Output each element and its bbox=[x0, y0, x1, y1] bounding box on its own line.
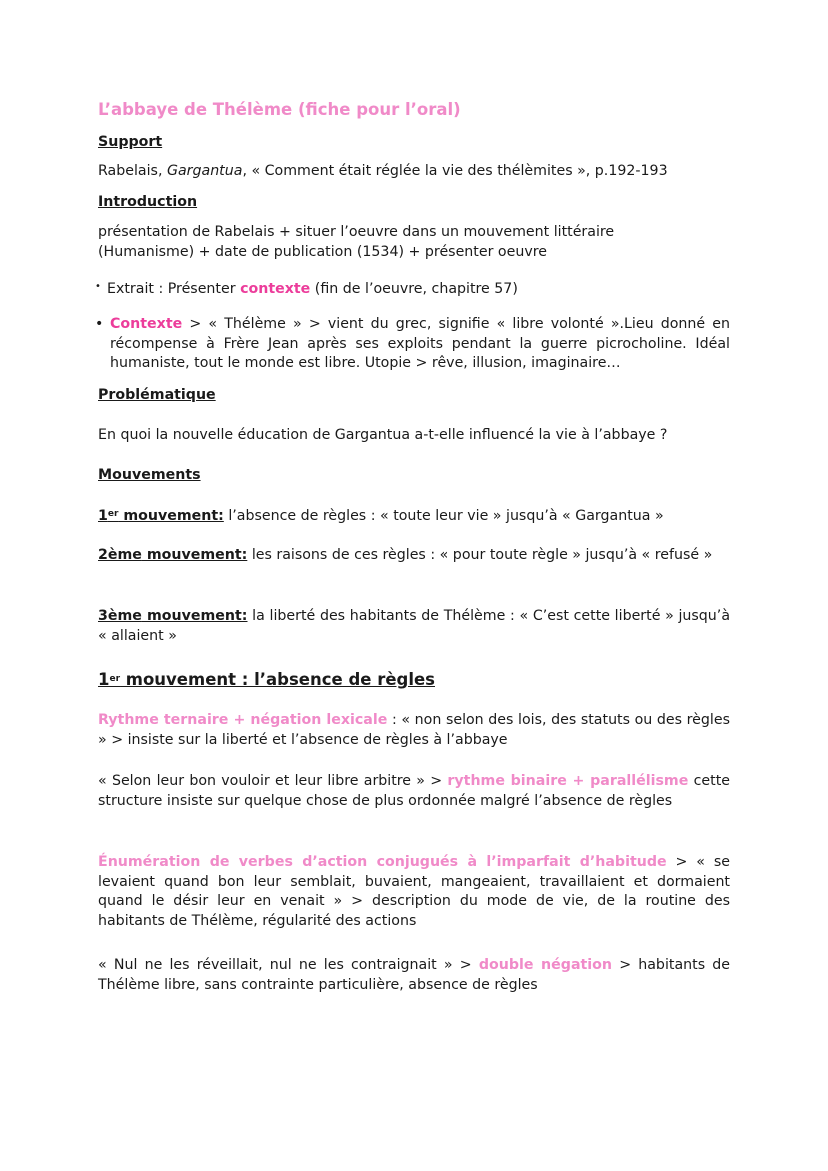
bullet-icon: • bbox=[95, 281, 101, 292]
support-heading: Support bbox=[98, 134, 163, 150]
section-label: mouvement : l’absence de règles bbox=[120, 670, 435, 689]
mouvement-text: la liberté des habitants de Thélème : « C’est cette liberté » jusqu’à « allaient » bbox=[98, 608, 731, 644]
mouvement-num: 2ème bbox=[98, 547, 142, 563]
analysis-paragraph bbox=[98, 956, 730, 995]
analysis-highlight: Énumération de verbes d’action conjugués à l’imparfait d’habitude bbox=[98, 854, 667, 870]
analysis-highlight: Rythme ternaire + négation lexicale bbox=[98, 712, 388, 728]
mouvement-label: mouvement: bbox=[141, 608, 248, 624]
mouvement-text: l’absence de règles : « toute leur vie » jusqu’à « Gargantua » bbox=[223, 508, 664, 524]
analysis-paragraph bbox=[98, 772, 730, 811]
mouvement-sup: er bbox=[107, 509, 119, 519]
bullet-icon: • bbox=[95, 316, 104, 332]
mouvement-item bbox=[98, 507, 730, 527]
extrait-item bbox=[95, 280, 730, 300]
contexte-highlight: Contexte bbox=[110, 316, 183, 332]
mouvement-num: 3ème bbox=[98, 608, 142, 624]
analysis-post: : « non selon des lois, des statuts ou des règles » > insiste sur la liberté et l’absence de règles à l’abbaye bbox=[98, 712, 730, 748]
section-num: 1 bbox=[98, 670, 110, 689]
analysis-highlight: double négation bbox=[478, 957, 613, 973]
problematique-heading: Problématique bbox=[98, 387, 216, 403]
problematique-text: En quoi la nouvelle éducation de Gargantua a-t-elle influencé la vie à l’abbaye ? bbox=[98, 427, 668, 443]
document-title: L’abbaye de Thélème (fiche pour l’oral) bbox=[98, 100, 461, 119]
mouvement-item bbox=[98, 607, 730, 646]
introduction-text: présentation de Rabelais + situer l’oeuvre dans un mouvement littéraire (Humanisme) + date de publication (1534) + présenter oeuvre bbox=[98, 224, 615, 260]
analysis-paragraph bbox=[98, 711, 730, 750]
mouvement-text: les raisons de ces règles : « pour toute règle » jusqu’à « refusé » bbox=[247, 547, 713, 563]
analysis-highlight: rythme binaire + parallélisme bbox=[447, 773, 689, 789]
mouvement-num: 1 bbox=[98, 508, 108, 524]
support-pre: Rabelais, bbox=[98, 163, 167, 179]
support-text bbox=[98, 162, 730, 182]
introduction-heading: Introduction bbox=[98, 194, 198, 210]
support-work: Gargantua bbox=[166, 163, 243, 179]
section-sup: er bbox=[109, 674, 121, 684]
contexte-text: > « Thélème » > vient du grec, signifie « libre volonté ».Lieu donné en récompense à Frère Jean après ses exploits pendant la guerre picrocholine. Idéal humaniste, tout le monde est libre. Utopie > rêve, illusion, imaginaire… bbox=[110, 316, 730, 371]
section-heading bbox=[98, 670, 730, 690]
analysis-post: cette structure insiste sur quelque chose de plus ordonnée malgré l’absence de règles bbox=[98, 773, 730, 809]
extrait-post: (fin de l’oeuvre, chapitre 57) bbox=[310, 281, 518, 297]
analysis-post: > habitants de Thélème libre, sans contrainte particulière, absence de règles bbox=[98, 957, 730, 993]
mouvement-item bbox=[98, 546, 730, 566]
analysis-post: > « se levaient quand bon leur semblait, buvaient, mangeaient, travaillaient et dormaient quand le désir leur en venait » > description du mode de vie, de la routine des habitants de Thélème, régularité des actions bbox=[98, 854, 731, 929]
analysis-paragraph bbox=[98, 853, 730, 931]
extrait-highlight: contexte bbox=[240, 281, 311, 297]
mouvement-label: mouvement: bbox=[118, 508, 224, 524]
mouvements-heading: Mouvements bbox=[98, 467, 201, 483]
extrait-pre: Extrait : Présenter bbox=[107, 281, 241, 297]
mouvement-label: mouvement: bbox=[141, 547, 248, 563]
analysis-pre: « Selon leur bon vouloir et leur libre arbitre » > bbox=[98, 773, 448, 789]
support-post: , « Comment était réglée la vie des thélèmites », p.192-193 bbox=[242, 163, 668, 179]
analysis-pre: « Nul ne les réveillait, nul ne les contraignait » > bbox=[98, 957, 479, 973]
contexte-item bbox=[95, 315, 730, 374]
